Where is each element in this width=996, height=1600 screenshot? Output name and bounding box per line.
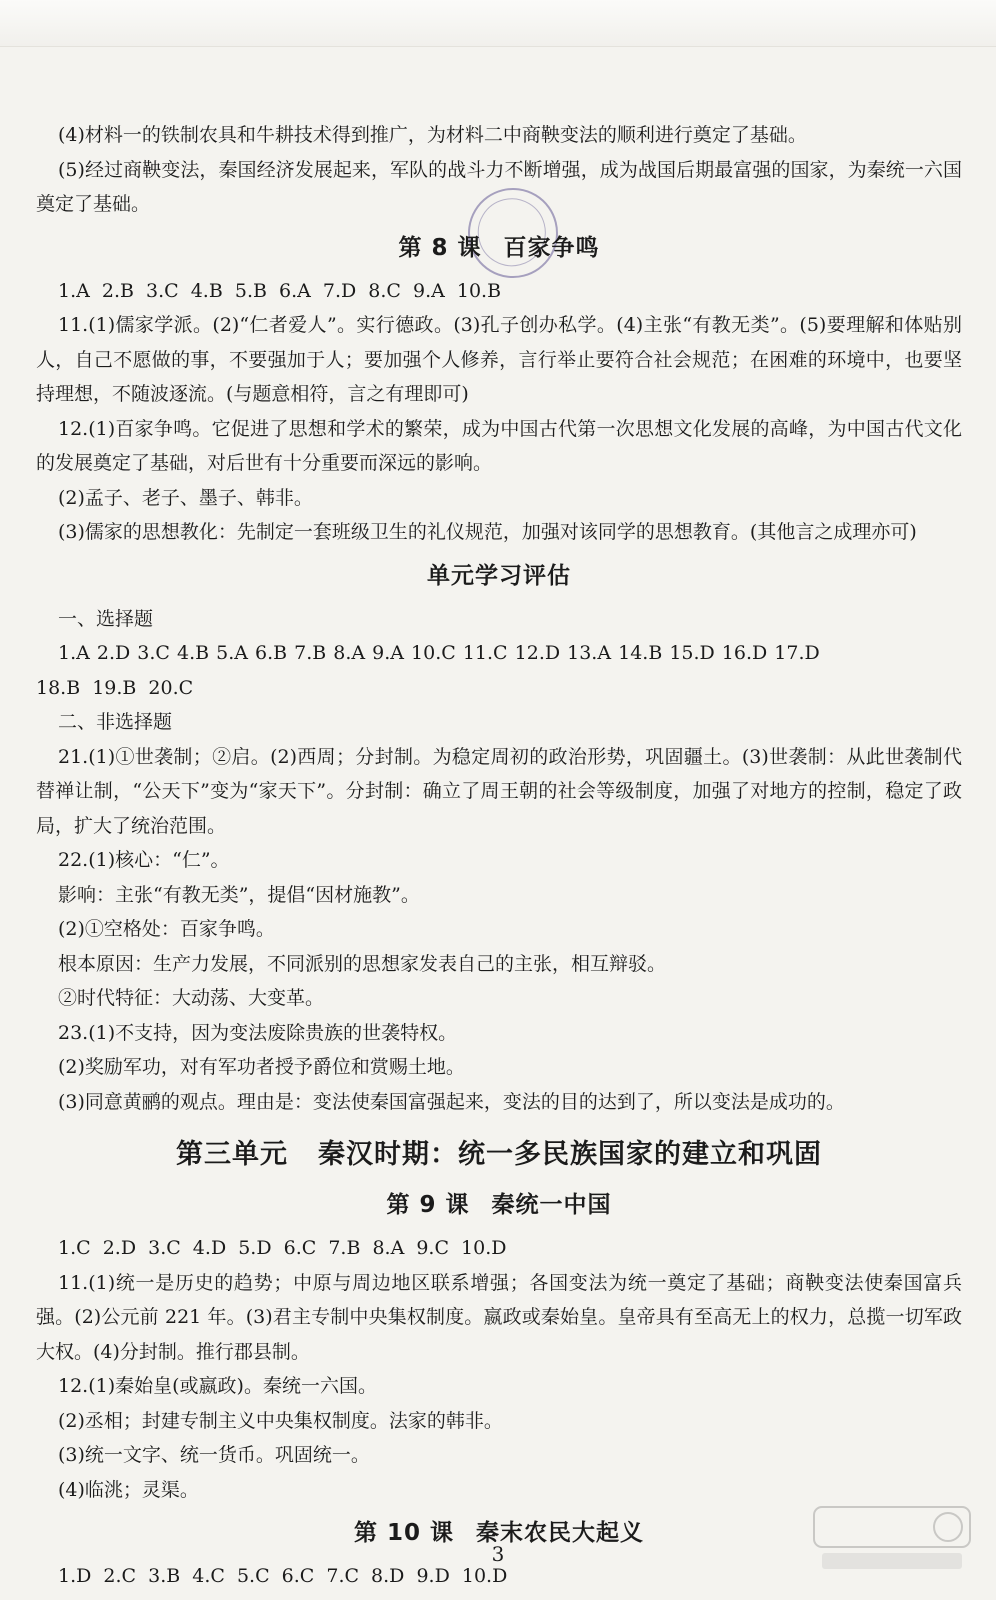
paragraph-intro-4: (4)材料一的铁制农具和牛耕技术得到推广，为材料二中商鞅变法的顺利进行奠定了基础。 <box>58 124 807 146</box>
unit-eval-q23-2: (2)奖励军功，对有军功者授予爵位和赏赐土地。 <box>58 1056 465 1078</box>
lesson-9-q11: 11.(1)统一是历史的趋势；中原与周边地区联系增强；各国变法为统一奠定了基础；商鞅变法使秦国富兵强。(2)公元前 221 年。(3)君主专制中央集权制度。嬴政或秦始皇。皇帝具有至高无上的权力，总揽一切军政大权。(4)分封制。推行郡县制。 <box>36 1271 962 1363</box>
unit-eval-choice-answers-2: 18.B 19.B 20.C <box>36 676 194 699</box>
lesson-9-q12-3: (3)统一文字、统一货币。巩固统一。 <box>58 1444 370 1466</box>
lesson-8-q12-1: 12.(1)百家争鸣。它促进了思想和学术的繁荣，成为中国古代第一次思想文化发展的高峰，为中国古代文化的发展奠定了基础，对后世有十分重要而深远的影响。 <box>36 417 962 474</box>
lesson-8-q12-2: (2)孟子、老子、墨子、韩非。 <box>58 486 313 509</box>
unit-3-title: 秦汉时期：统一多民族国家的建立和巩固 <box>318 1139 822 1170</box>
lesson-8-q11: 11.(1)儒家学派。(2)“仁者爱人”。实行德政。(3)孔子创办私学。(4)主张“有教无类”。(5)要理解和体贴别人，自己不愿做的事，不要强加于人；要加强个人修养，言行举止要符合社会规范；在困难的环境中，也要坚持理想，不随波逐流。(与题意相符，言之有理即可) <box>36 314 962 405</box>
lesson-10-number: 第 10 课 <box>353 1520 455 1546</box>
lesson-9-q12-1: 12.(1)秦始皇(或嬴政)。秦统一六国。 <box>58 1375 377 1397</box>
lesson-8-number: 第 8 课 <box>398 234 482 261</box>
lesson-9-q12-2: (2)丞相；封建专制主义中央集权制度。法家的韩非。 <box>58 1409 503 1432</box>
unit-eval-q22-5: ②时代特征：大动荡、大变革。 <box>58 987 325 1009</box>
lesson-10-choice-answers: 1.D 2.C 3.B 4.C 5.C 6.C 7.C 8.D 9.D 10.D <box>58 1565 508 1587</box>
unit-eval-q22-3: (2)①空格处：百家争鸣。 <box>58 918 275 940</box>
unit-eval-q23-3: (3)同意黄鹂的观点。理由是：变法使秦国富强起来，变法的目的达到了，所以变法是成功的。 <box>58 1090 845 1113</box>
lesson-10-title: 秦末农民大起义 <box>476 1520 645 1546</box>
lesson-9-title: 秦统一中国 <box>491 1192 612 1218</box>
unit-eval-q21: 21.(1)①世袭制；②启。(2)西周；分封制。为稳定周初的政治形势，巩固疆土。(3)世袭制：从此世袭制代替禅让制，“公天下”变为“家天下”。分封制：确立了周王朝的社会等级制度，加强了对地方的控制，稳定了政局，扩大了统治范围。 <box>36 745 962 837</box>
page-number: 3 <box>491 1542 505 1566</box>
unit-eval-section-1: 一、选择题 <box>58 607 154 630</box>
lesson-8-q12-3: (3)儒家的思想教化：先制定一套班级卫生的礼仪规范，加强对该同学的思想教育。(其他言之成理亦可) <box>58 521 917 543</box>
lesson-8-title: 百家争鸣 <box>503 234 600 261</box>
unit-eval-choice-answers-1: 1.A 2.D 3.C 4.B 5.A 6.B 7.B 8.A 9.A 10.C 11.C 12.D 13.A 14.B 15.D 16.D 17.D <box>58 642 820 664</box>
lesson-9-heading <box>36 1187 962 1223</box>
unit-eval-heading: 单元学习评估 <box>427 562 571 589</box>
lesson-8-heading <box>36 230 962 266</box>
paragraph-intro-5: (5)经过商鞅变法，秦国经济发展起来，军队的战斗力不断增强，成为战国后期最富强的国家，为秦统一六国奠定了基础。 <box>36 158 962 215</box>
unit-eval-section-2: 二、非选择题 <box>58 711 173 733</box>
unit-eval-q22-2: 影响：主张“有教无类”，提倡“因材施教”。 <box>58 883 420 906</box>
lesson-9-q12-4: (4)临洮；灵渠。 <box>58 1478 199 1501</box>
lesson-9-choice-answers: 1.C 2.D 3.C 4.D 5.D 6.C 7.B 8.A 9.C 10.D <box>58 1237 507 1259</box>
unit-eval-q22-4: 根本原因：生产力发展，不同派别的思想家发表自己的主张，相互辩驳。 <box>58 952 667 975</box>
unit-eval-q23-1: 23.(1)不支持，因为变法废除贵族的世袭特权。 <box>58 1021 458 1044</box>
lesson-8-choice-answers: 1.A 2.B 3.C 4.B 5.B 6.A 7.D 8.C 9.A 10.B <box>58 279 502 302</box>
unit-3-heading <box>36 1135 962 1175</box>
unit-eval-q22-1: 22.(1)核心：“仁”。 <box>58 849 230 871</box>
site-logo <box>812 1505 972 1575</box>
unit-3-number: 第三单元 <box>176 1139 288 1170</box>
lesson-9-number: 第 9 课 <box>386 1192 470 1218</box>
